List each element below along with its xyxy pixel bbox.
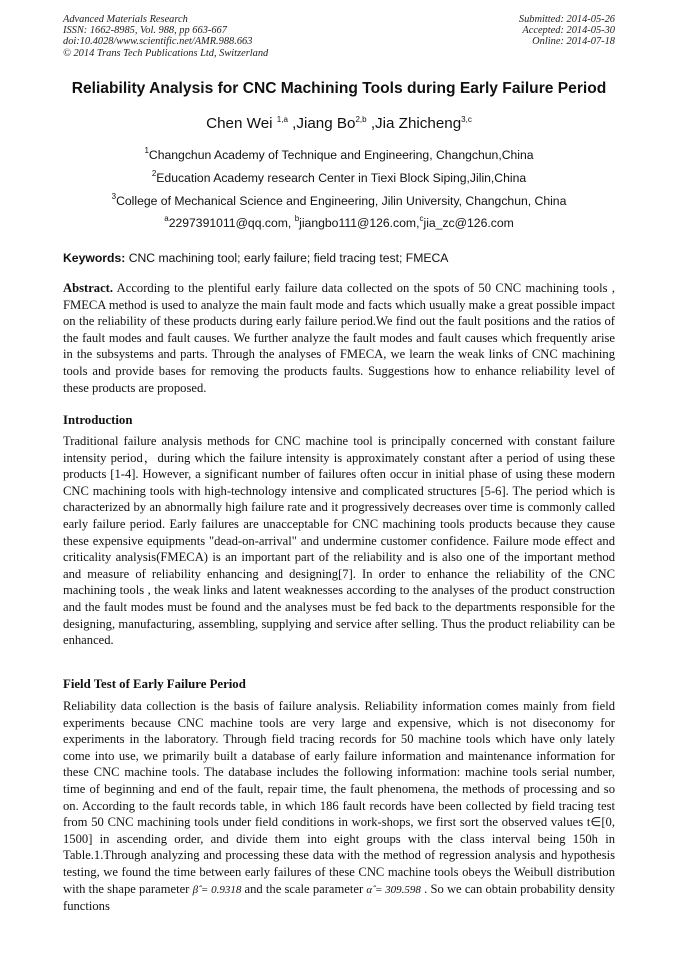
- author-separator: ,: [366, 115, 376, 132]
- abstract-label: Abstract.: [63, 281, 114, 295]
- keywords: [63, 251, 615, 265]
- abstract-text: According to the plentiful early failure data collected on the spots of 50 CNC machining tools , FMECA method is used to analyze the main fault mode and facts which usually make a great possible impact on the reliability of these products during early failure period.We find out the fault positions and the ratios of the fault modes and fault causes. We further analyze the fault modes and fault causes which frequently arise in the subsystems and parts. Through the analyses of FMECA, we learn the weak links of CNC machining tools and provide bases for removing the products faults. Suggestions how to enhance reliability level of these products are proposed.: [63, 281, 615, 395]
- paper-title: Reliability Analysis for CNC Machining Tools during Early Failure Period: [71, 80, 607, 97]
- email-marker: c: [419, 214, 424, 223]
- author-separator: ,: [287, 115, 297, 132]
- author-name: Chen Wei: [206, 115, 277, 132]
- accepted-date: Accepted: 2014-05-30: [522, 25, 615, 37]
- affiliation-text: College of Mechanical Science and Engineering, Jilin University, Changchun, China: [116, 194, 567, 208]
- affiliation-marker: 1: [144, 146, 149, 155]
- field-test-paragraph: [63, 698, 615, 915]
- alpha-parameter: α̂ = 309.598: [366, 883, 421, 896]
- introduction-heading: Introduction: [63, 413, 133, 427]
- affiliation-marker: 3: [111, 192, 117, 201]
- keywords-label: Keywords:: [63, 251, 126, 265]
- email-line: [63, 216, 615, 230]
- doi-line: doi:10.4028/www.scientific.net/AMR.988.663: [63, 36, 253, 48]
- author-superscript: 3,c: [461, 115, 472, 124]
- copyright-line: © 2014 Trans Tech Publications Ltd, Switzerland: [63, 47, 269, 59]
- beta-parameter: β̂ = 0.9318: [192, 883, 242, 896]
- email-marker: a: [164, 214, 169, 223]
- submission-dates: [365, 14, 615, 48]
- introduction-text: Traditional failure analysis methods for CNC machine tool is principally concerned with constant failure intensity period，during which the failure intensity is approximately constant after a period of using these products [1-4]. However, a significant number of failures often occur in initial phase of using these modern CNC machining tools with high-technology intensive and complicated structures [5-6]. The period which is characterized by an abnormally high failure rate and it progressively decreases over time is commonly called early failure period. Early failures are unacceptable for CNC machining tools products because they cause these expensive equipments "dead-on-arrival" and undermine customer confidence. Failure mode effect and criticality analysis(FMECA) is an important part of the reliability and is also one of the important method and measure of reliability enhancing and designing[7]. In order to enhance the reliability of the CNC machining tools , the weak links and latent weaknesses according to the analyses of the product construction and the fault modes must be found and the analyses must be fed back to the departments responsible for the designing, manufacturing, assembling, supplying and service after selling. Thus the product reliability can be enhanced.: [63, 434, 615, 648]
- email-text: jiangbo111@126.com,: [299, 216, 420, 230]
- field-test-end-text: . So we can obtain probability density functions: [63, 881, 616, 914]
- email-marker: b: [294, 214, 300, 223]
- author-name: Jiang Bo: [296, 115, 356, 132]
- author-superscript: 1,a: [276, 115, 288, 124]
- affiliation-text: Changchun Academy of Technique and Engineering, Changchun,China: [148, 148, 534, 162]
- online-date: Online: 2014-07-18: [532, 36, 615, 48]
- abstract: [63, 280, 615, 396]
- email-text: 2297391011@qq.com,: [168, 216, 295, 230]
- email-text: jia_zc@126.com: [423, 216, 514, 230]
- affiliation-2: [63, 171, 615, 185]
- affiliation-1: [63, 148, 615, 162]
- keywords-text: CNC machining tool; early failure; field tracing test; FMECA: [125, 251, 449, 265]
- issn-line: ISSN: 1662-8985, Vol. 988, pp 663-667: [63, 25, 227, 37]
- affiliation-3: [63, 194, 615, 208]
- journal-name: Advanced Materials Research: [63, 14, 188, 25]
- field-test-mid-text: and the scale parameter: [241, 881, 367, 896]
- field-test-heading: Field Test of Early Failure Period: [63, 677, 246, 691]
- affiliation-marker: 2: [151, 169, 157, 178]
- affiliation-text: Education Academy research Center in Tiexi Block Siping,Jilin,China: [156, 171, 527, 185]
- submitted-date: Submitted: 2014-05-26: [518, 14, 615, 25]
- author-name: Jia Zhicheng: [375, 115, 462, 132]
- author-superscript: 2,b: [355, 115, 367, 124]
- field-test-text: Reliability data collection is the basis of failure analysis. Reliability information comes mainly from field experiments because CNC machine tools are very large and expensive, which is not diseconomy for experiments in the laboratory. Through field tracing records for 50 machine tools which have only lately come into use, we primarily built a database of early failure information and maintenance information for these CNC machine tools. The database includes the following information: machine tools serial number, time of beginning and end of the fault, repair time, the fault phenomena, the methods of processing and so on. According to the fault records table, in which 186 fault records have been collected by field tracing test from 50 CNC machining tools under field conditions in work-shops, we first sort the observed values t∈[0, 1500] in ascending order, and divide them into eight groups with the class interval being 150h in Table.1.Through analyzing and processing these data with the method of regression analysis and hypothesis testing, we found the time between early failures of these CNC machine tools obeys the Weibull distribution with the shape parameter: [63, 699, 615, 896]
- journal-info: [63, 14, 363, 59]
- author-list: [63, 115, 615, 133]
